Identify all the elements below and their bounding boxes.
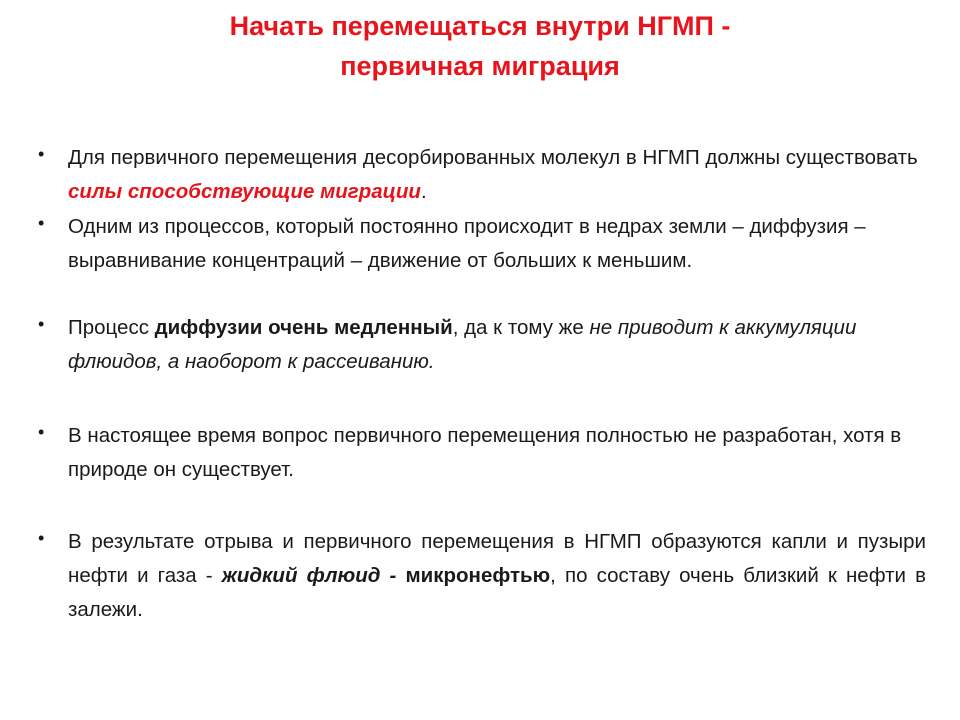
bullet-item-5 [38,525,926,627]
bullet-marker: • [38,144,45,164]
bullet-3-bold: диффузии очень медленный [154,316,453,339]
bullet-marker: • [38,422,45,442]
bullet-5-bold: микронефтью [405,564,551,587]
bullet-4-text: В настоящее время вопрос первичного перемещения полностью не разработан, хотя в природе он существует. [68,424,902,481]
bullet-1-emphasis: силы способствующие миграции [68,180,421,203]
bullet-5-bold-italic: жидкий флюид - [221,564,397,587]
bullet-marker: • [38,314,45,334]
bullet-3-italic: не приводит к аккумуляции флюидов, а наоборот к рассеиванию. [68,316,857,373]
bullet-item-3 [38,311,926,379]
bullet-item-2 [38,210,926,278]
bullet-1-end: . [420,180,427,203]
bullet-5-end: , по составу очень близкий к нефти в залежи. [68,564,926,621]
bullet-3-text: Процесс [68,316,155,339]
slide-title-line-2: первичная миграция [340,51,620,81]
bullet-marker: • [38,213,45,233]
bullet-marker: • [38,528,45,548]
bullet-item-4 [38,419,926,487]
bullet-1-text: Для первичного перемещения десорбированных молекул в НГМП должны существовать [68,146,918,169]
bullet-2-text: Одним из процессов, который постоянно происходит в недрах земли – диффузия – выравнивание концентраций – движение от больших к меньшим. [68,215,866,272]
bullet-3-text-2: , да к тому же [452,316,590,339]
slide-title-line-1: Начать перемещаться внутри НГМП - [229,11,731,41]
bullet-5-text: В результате отрыва и первичного перемещения в НГМП образуются капли и пузыри нефти и газа - [68,530,926,587]
slide-title [0,6,960,86]
bullet-item-1 [38,141,926,209]
